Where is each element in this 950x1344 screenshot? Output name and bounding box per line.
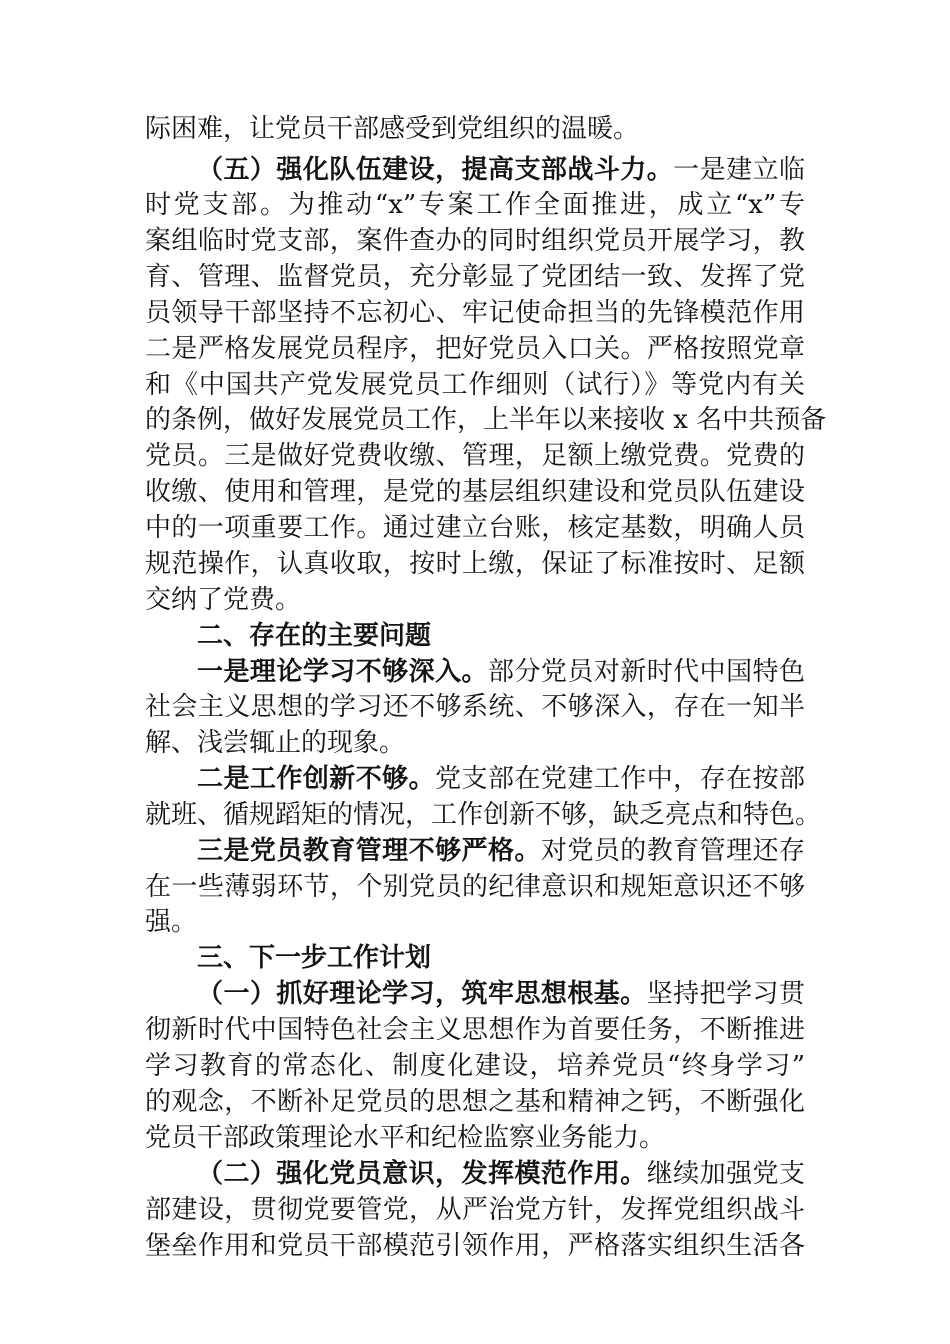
text-line xyxy=(145,870,805,904)
text-line xyxy=(145,583,805,617)
text-line xyxy=(145,726,805,760)
text-line xyxy=(145,1229,805,1263)
text-line xyxy=(145,332,805,366)
line-text: 坚持把学习贯 xyxy=(646,979,805,1009)
line-text: 的观念，不断补足党员的思想之基和精神之钙，不断强化 xyxy=(145,1087,805,1117)
line-text: 的条例，做好发展党员工作，上半年以来接收 x 名中共预备 xyxy=(145,405,827,435)
text-line xyxy=(197,762,805,796)
line-text: 一是建立临 xyxy=(673,155,805,185)
line-text: 对党员的教育管理还存 xyxy=(540,836,805,866)
line-text: 党员。三是做好党费收缴、管理，足额上缴党费。党费的 xyxy=(145,441,805,471)
text-line xyxy=(145,1193,805,1227)
line-text: 党员干部政策理论水平和纪检监察业务能力。 xyxy=(145,1123,666,1153)
text-line xyxy=(145,547,805,581)
text-line xyxy=(145,905,805,939)
line-text: 和《中国共产党发展党员工作细则（试行）》等党内有关 xyxy=(145,370,805,400)
bold-lead: （五）强化队伍建设，提高支部战斗力。 xyxy=(197,155,674,185)
line-text: 育、管理、监督党员，充分彰显了党团结一致、发挥了党 xyxy=(145,262,805,292)
text-line xyxy=(197,834,805,868)
line-text: 社会主义思想的学习还不够系统、不够深入，存在一知半 xyxy=(145,692,805,722)
bold-lead: 三、下一步工作计划 xyxy=(197,943,432,973)
line-text: 员领导干部坚持不忘初心、牢记使命担当的先锋模范作用 xyxy=(145,298,805,328)
text-line xyxy=(145,475,805,509)
line-text: 中的一项重要工作。通过建立台账，核定基数，明确人员 xyxy=(145,513,805,543)
section-heading xyxy=(197,941,805,975)
line-text: 继续加强党支 xyxy=(646,1159,805,1189)
section-heading xyxy=(197,619,805,653)
bold-lead: 一是理论学习不够深入。 xyxy=(197,657,488,687)
text-line xyxy=(197,655,805,689)
bold-lead: （二）强化党员意识，发挥模范作用。 xyxy=(197,1159,647,1189)
text-line xyxy=(145,1013,805,1047)
line-text: 二是严格发展党员程序，把好党员入口关。严格按照党章 xyxy=(145,334,805,364)
text-line xyxy=(145,224,805,258)
bold-lead: 二、存在的主要问题 xyxy=(197,621,432,651)
line-text: 彻新时代中国特色社会主义思想作为首要任务，不断推进 xyxy=(145,1015,805,1045)
line-text: 部分党员对新时代中国特色 xyxy=(488,657,805,687)
line-text: 解、浅尝辄止的现象。 xyxy=(145,728,406,758)
text-line xyxy=(145,368,805,402)
text-line xyxy=(145,439,805,473)
line-text: 交纳了党费。 xyxy=(145,585,302,615)
line-text: 案组临时党支部，案件查办的同时组织党员开展学习，教 xyxy=(145,226,805,256)
text-line xyxy=(145,798,822,832)
line-text: 部建设，贯彻党要管党，从严治党方针，发挥党组织战斗 xyxy=(145,1195,805,1225)
line-text: 收缴、使用和管理，是党的基层组织建设和党员队伍建设 xyxy=(145,477,805,507)
line-text: 时党支部。为推动“x”专案工作全面推进，成立“x”专 xyxy=(145,190,805,220)
text-line xyxy=(145,690,805,724)
bold-lead: 三是党员教育管理不够严格。 xyxy=(197,836,541,866)
text-line xyxy=(145,1121,805,1155)
line-text: 党支部在党建工作中，存在按部 xyxy=(435,764,805,794)
text-line xyxy=(145,1049,805,1083)
text-line xyxy=(145,403,827,437)
bold-lead: （一）抓好理论学习，筑牢思想根基。 xyxy=(197,979,647,1009)
text-line xyxy=(145,188,805,222)
line-text: 强。 xyxy=(145,907,198,937)
text-line xyxy=(145,1085,805,1119)
text-line xyxy=(145,511,805,545)
text-line xyxy=(145,296,805,330)
text-line xyxy=(145,112,805,146)
line-text: 际困难，让党员干部感受到党组织的温暖。 xyxy=(145,114,640,144)
line-text: 学习教育的常态化、制度化建设，培养党员“终身学习” xyxy=(145,1051,805,1081)
line-text: 就班、循规蹈矩的情况，工作创新不够，缺乏亮点和特色。 xyxy=(145,800,822,830)
line-text: 堡垒作用和党员干部模范引领作用，严格落实组织生活各 xyxy=(145,1231,805,1261)
line-text: 规范操作，认真收取，按时上缴，保证了标准按时、足额 xyxy=(145,549,805,579)
text-line xyxy=(197,977,805,1011)
text-line xyxy=(145,260,805,294)
bold-lead: 二是工作创新不够。 xyxy=(197,764,436,794)
text-line xyxy=(197,1157,805,1191)
text-line xyxy=(197,153,805,187)
line-text: 在一些薄弱环节，个别党员的纪律意识和规矩意识还不够 xyxy=(145,872,805,902)
